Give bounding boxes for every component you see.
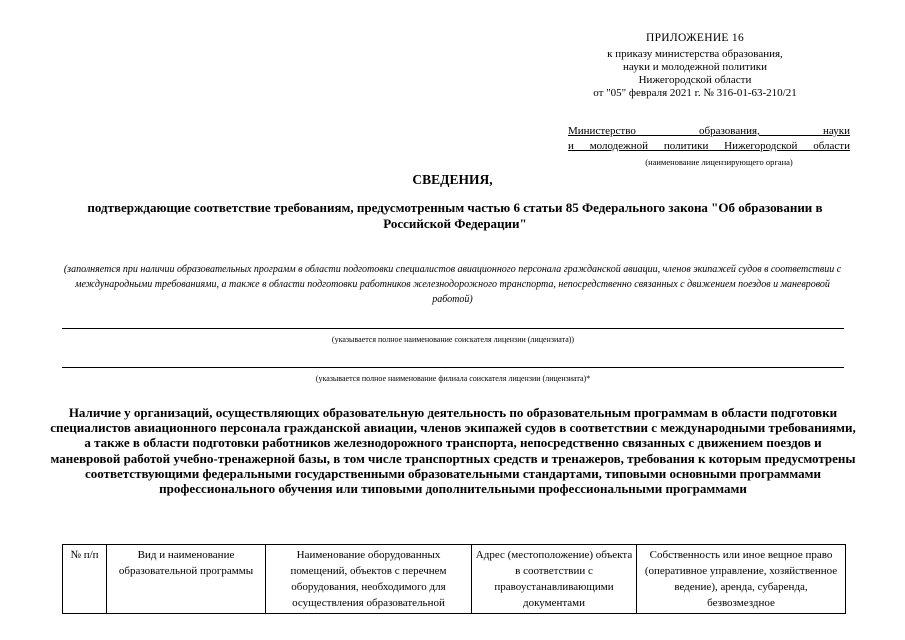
table-header-cell: № п/п — [63, 545, 107, 614]
table-header-cell: Вид и наименование образовательной программы — [107, 545, 266, 614]
appendix-line: Нижегородской области — [638, 74, 752, 86]
document-subtitle: подтверждающие соответствие требованиям, предусмотренным частью 6 статьи 85 Федерального закона "Об образовании в Российской Федерации" — [87, 200, 823, 231]
appendix-line: науки и молодежной политики — [623, 61, 767, 73]
branch-name-line — [62, 367, 844, 368]
appendix-title: ПРИЛОЖЕНИЕ 16 — [645, 32, 745, 44]
table-header-row — [63, 545, 846, 614]
section-heading: Наличие у организаций, осуществляющих образовательную деятельность по образовательным программам в области подготовки специалистов авиационного персонала гражданской авиации, членов экипажей судов в соответствии с международными требованиями, а также в области подготовки работников железнодорожного транспорта, непосредственно связанных с движением поездов и маневровой работой учебно-тренажерной базы, в том числе транспортных средств и тренажеров, требования к которым предусмотрены соответствующими федеральными государственными образовательными стандартами, типовыми основными программами профессионального обучения или типовыми дополнительными профессиональными программами — [50, 405, 856, 497]
document-title: СВЕДЕНИЯ, — [412, 172, 493, 187]
licensing-authority — [568, 124, 850, 170]
ministry-caption: (наименование лицензирующего органа) — [645, 157, 793, 167]
applicant-name-line — [62, 328, 844, 329]
fill-note: (заполняется при наличии образовательных программ в области подготовки специалистов авиационного персонала гражданской авиации, членов экипажей судов в соответствии с международными требованиями, а также в области подготовки работников железнодорожного транспорта, непосредственно связанных с движением поездов и маневровой работой) — [63, 264, 842, 305]
appendix-line: от "05" февраля 2021 г. № 316-01-63-210/21 — [593, 87, 797, 99]
appendix-line: к приказу министерства образования, — [607, 48, 783, 60]
equipment-table — [62, 544, 846, 614]
applicant-caption: (указывается полное наименование соискателя лицензии (лицензиата)) — [331, 335, 575, 344]
table-header-cell: Наименование оборудованных помещений, объектов с перечнем оборудования, необходимого для осуществления образовательной — [266, 545, 472, 614]
ministry-line: и молодежной политики Нижегородской области — [568, 140, 850, 152]
ministry-line: Министерство образования, науки — [568, 125, 850, 137]
table-header-cell: Адрес (местоположение) объекта в соответствии с правоустанавливающими документами — [472, 545, 637, 614]
appendix-block — [560, 32, 830, 100]
branch-caption: (указывается полное наименование филиала соискателя лицензии (лицензиата)* — [315, 374, 591, 383]
table-header-cell: Собственность или иное вещное право (оперативное управление, хозяйственное ведение), аренда, субаренда, безвозмездное — [637, 545, 846, 614]
